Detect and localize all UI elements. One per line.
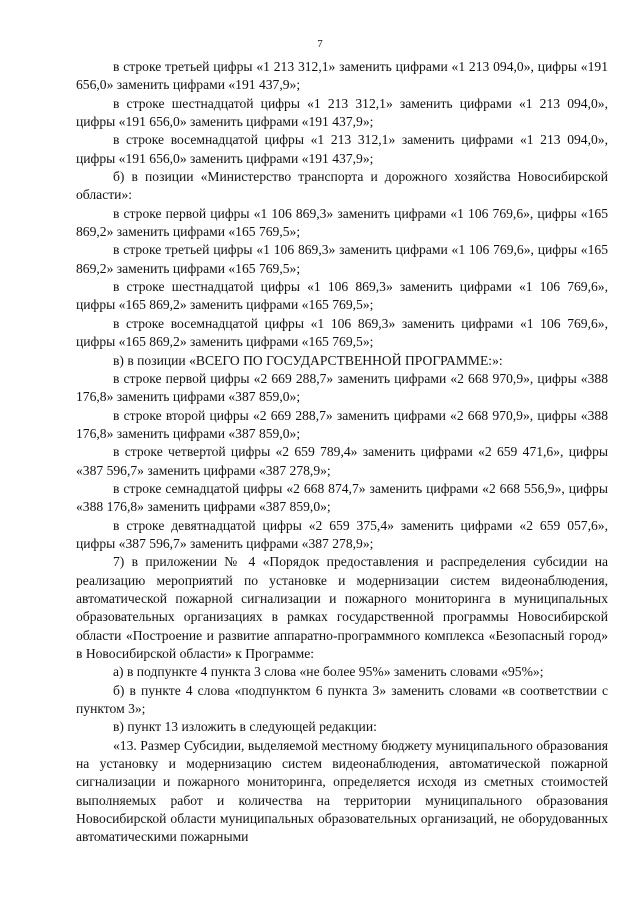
paragraph: в строке восемнадцатой цифры «1 106 869,3» заменить цифрами «1 106 769,6», цифры «165 869,2» заменить цифрами «165 769,5»; <box>76 315 608 350</box>
page-number: 7 <box>317 38 323 50</box>
paragraph: в строке восемнадцатой цифры «1 213 312,1» заменить цифрами «1 213 094,0», цифры «191 656,0» заменить цифрами «191 437,9»; <box>76 132 608 166</box>
paragraph: «13. Размер Субсидии, выделяемой местному бюджету муниципального образования на установку и модернизацию систем видеонаблюдения, автоматической пожарной сигнализации и пожарного мониторинга, определяется исходя из сметных стоимостей выполняемых работ и количества на территории муниципального образования Новосибирской области муниципальных образовательных организаций, не оборудованных автоматическими пожарными <box>76 737 608 845</box>
paragraph: в строке девятнадцатой цифры «2 659 375,4» заменить цифрами «2 659 057,6», цифры «387 596,7» заменить цифрами «387 278,9»; <box>76 517 608 551</box>
document-body <box>76 58 608 847</box>
paragraph: б) в позиции «Министерство транспорта и дорожного хозяйства Новосибирской области»: <box>76 169 608 203</box>
paragraph: в строке третьей цифры «1 213 312,1» заменить цифрами «1 213 094,0», цифры «191 656,0» заменить цифрами «191 437,9»; <box>76 59 608 93</box>
paragraph: 7) в приложении № 4 «Порядок предоставления и распределения субсидии на реализацию мероприятий по установке и модернизации систем видеонаблюдения, автоматической пожарной сигнализации и пожарного мониторинга в муниципальных образовательных организациях в рамках государственной программы Новосибирской области «Построение и развитие аппаратно-программного комплекса «Безопасный город» в Новосибирской области» к Программе: <box>76 554 608 661</box>
paragraph: б) в пункте 4 слова «подпунктом 6 пункта 3» заменить словами «в соответствии с пунктом 3»; <box>76 682 608 717</box>
paragraph: в строке первой цифры «1 106 869,3» заменить цифрами «1 106 769,6», цифры «165 869,2» заменить цифрами «165 769,5»; <box>76 205 608 240</box>
paragraph: в) в позиции «ВСЕГО ПО ГОСУДАРСТВЕННОЙ ПРОГРАММЕ:»: <box>113 352 503 368</box>
paragraph: в строке семнадцатой цифры «2 668 874,7» заменить цифрами «2 668 556,9», цифры «388 176,8» заменить цифрами «387 859,0»; <box>76 480 608 515</box>
paragraph: в строке третьей цифры «1 106 869,3» заменить цифрами «1 106 769,6», цифры «165 869,2» заменить цифрами «165 769,5»; <box>76 242 608 276</box>
paragraph: в) пункт 13 изложить в следующей редакции: <box>113 719 377 735</box>
paragraph: в строке шестнадцатой цифры «1 213 312,1» заменить цифрами «1 213 094,0», цифры «191 656,0» заменить цифрами «191 437,9»; <box>76 95 608 130</box>
paragraph: в строке шестнадцатой цифры «1 106 869,3» заменить цифрами «1 106 769,6», цифры «165 869,2» заменить цифрами «165 769,5»; <box>76 279 608 313</box>
paragraph: в строке первой цифры «2 669 288,7» заменить цифрами «2 668 970,9», цифры «388 176,8» заменить цифрами «387 859,0»; <box>76 370 608 405</box>
paragraph: в строке второй цифры «2 669 288,7» заменить цифрами «2 668 970,9», цифры «388 176,8» заменить цифрами «387 859,0»; <box>76 407 608 441</box>
paragraph: а) в подпункте 4 пункта 3 слова «не более 95%» заменить словами «95%»; <box>113 664 544 680</box>
paragraph: в строке четвертой цифры «2 659 789,4» заменить цифрами «2 659 471,6», цифры «387 596,7» заменить цифрами «387 278,9»; <box>76 444 608 478</box>
